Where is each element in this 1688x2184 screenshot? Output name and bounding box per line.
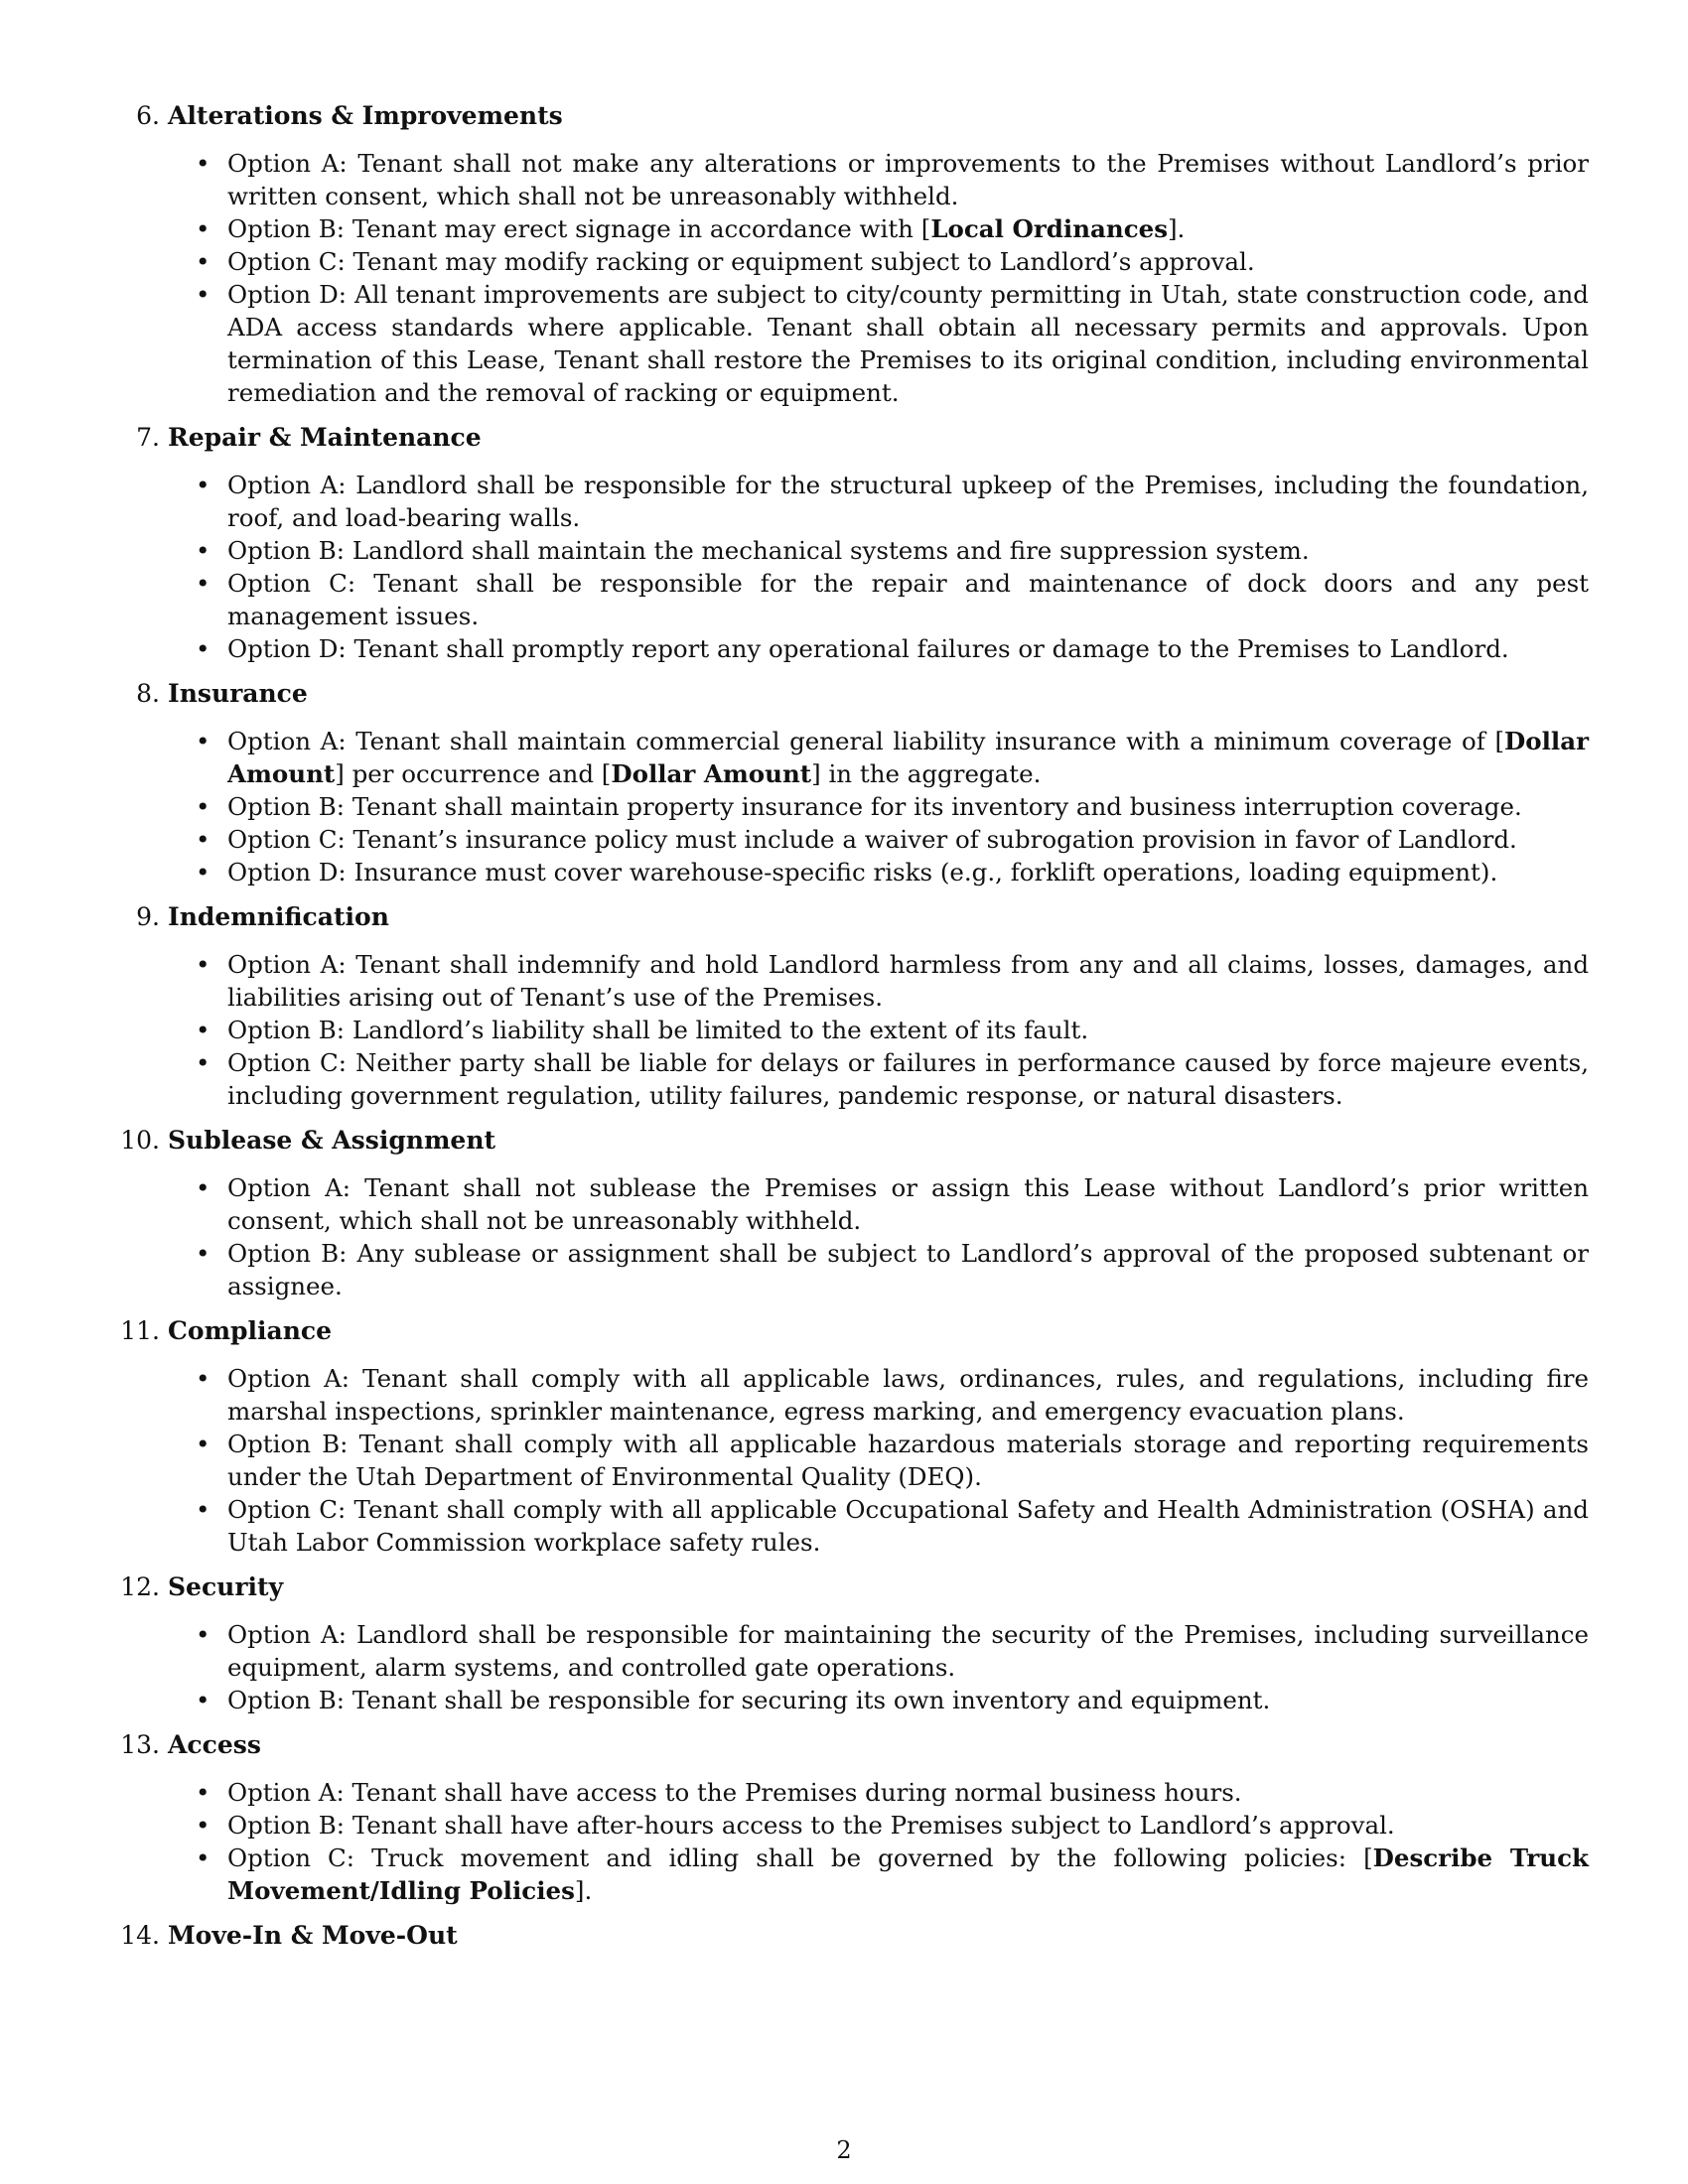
option-text: Option B: Landlord’s liability shall be limited to the extent of its fault. (227, 1016, 1089, 1044)
option-text: Option A: Tenant shall indemnify and hold Landlord harmless from any and all claims, losses, damages, and liabilities arising out of Tenant’s use of the Premises. (227, 950, 1589, 1012)
option-text: ] in the aggregate. (811, 759, 1042, 788)
placeholder-text: Describe Truck Movement/Idling Policies (227, 1843, 1589, 1905)
option-item (227, 534, 1589, 567)
placeholder-text: Dollar Amount (227, 727, 1589, 788)
option-text: Option A: Tenant shall have access to the Premises during normal business hours. (227, 1778, 1242, 1807)
section-number: 11. (120, 1316, 160, 1345)
section-title: Move-In & Move-Out (168, 1921, 458, 1950)
option-list (124, 1618, 1589, 1716)
section-number: 14. (120, 1921, 160, 1950)
option-item (227, 1684, 1589, 1716)
option-item (227, 1428, 1589, 1493)
option-text: Option C: Tenant may modify racking or equipment subject to Landlord’s approval. (227, 247, 1255, 276)
section (120, 1919, 1589, 1953)
option-list (124, 1776, 1589, 1907)
section-title: Sublease & Assignment (168, 1126, 496, 1155)
section-heading (120, 1570, 1589, 1604)
option-text: Option B: Tenant shall comply with all applicable hazardous materials storage and reporting requirements under the Utah Department of Environmental Quality (DEQ). (227, 1430, 1589, 1491)
option-item (227, 1237, 1589, 1302)
section (120, 1124, 1589, 1302)
option-text: Option A: Landlord shall be responsible for the structural upkeep of the Premises, including the foundation, roof, and load-bearing walls. (227, 471, 1589, 532)
option-item (227, 948, 1589, 1014)
option-item (227, 1618, 1589, 1684)
section-heading (124, 900, 1589, 934)
section-number: 9. (136, 902, 160, 931)
option-text: Option B: Tenant may erect signage in accordance with [ (227, 214, 931, 243)
option-text: ]. (574, 1876, 593, 1905)
section-number: 7. (136, 423, 160, 452)
option-list (124, 948, 1589, 1112)
option-item (227, 632, 1589, 665)
option-text: Option B: Tenant shall be responsible for securing its own inventory and equipment. (227, 1686, 1271, 1714)
section-number: 12. (120, 1572, 160, 1601)
section-title: Compliance (168, 1316, 333, 1345)
option-text: Option A: Landlord shall be responsible for maintaining the security of the Premises, including surveillance equipment, alarm systems, and controlled gate operations. (227, 1620, 1589, 1682)
option-item (227, 1362, 1589, 1428)
section-title: Security (168, 1572, 284, 1601)
option-list (124, 469, 1589, 665)
section-heading (124, 677, 1589, 711)
option-item (227, 1809, 1589, 1842)
option-item (227, 278, 1589, 409)
option-text: Option C: Tenant shall be responsible for the repair and maintenance of dock doors and any pest management issues. (227, 569, 1589, 630)
section (124, 677, 1589, 888)
option-text: Option B: Any sublease or assignment shall be subject to Landlord’s approval of the proposed subtenant or assignee. (227, 1239, 1589, 1300)
option-item (227, 212, 1589, 245)
option-text: ]. (1168, 214, 1186, 243)
section-number: 10. (120, 1126, 160, 1155)
option-text: ] per occurrence and [ (335, 759, 612, 788)
section-number: 13. (120, 1730, 160, 1759)
option-item (227, 856, 1589, 888)
option-item (227, 790, 1589, 823)
option-item (227, 1014, 1589, 1046)
section-title: Access (168, 1730, 261, 1759)
option-text: Option A: Tenant shall comply with all applicable laws, ordinances, rules, and regulations, including fire marshal inspections, sprinkler maintenance, egress marking, and emergency evacuation plans. (227, 1364, 1589, 1426)
section (124, 421, 1589, 665)
section-title: Insurance (168, 679, 308, 708)
section-number: 8. (136, 679, 160, 708)
option-list (124, 1362, 1589, 1559)
section (124, 99, 1589, 409)
option-text: Option A: Tenant shall not make any alterations or improvements to the Premises without Landlord’s prior written consent, which shall not be unreasonably withheld. (227, 149, 1589, 210)
section-heading (120, 1728, 1589, 1762)
option-text: Option A: Tenant shall not sublease the Premises or assign this Lease without Landlord’s prior written consent, which shall not be unreasonably withheld. (227, 1173, 1589, 1235)
page-number: 2 (836, 2136, 852, 2164)
option-item (227, 823, 1589, 856)
section-heading (120, 1124, 1589, 1158)
option-item (227, 567, 1589, 632)
option-text: Option B: Landlord shall maintain the mechanical systems and fire suppression system. (227, 536, 1310, 565)
option-text: Option D: All tenant improvements are subject to city/county permitting in Utah, state construction code, and ADA access standards where applicable. Tenant shall obtain all necessary permits and approvals. Upon termination of this Lease, Tenant shall restore the Premises to its original condition, including environmental remediation and the removal of racking or equipment. (227, 280, 1589, 407)
section (120, 1314, 1589, 1559)
option-item (227, 725, 1589, 790)
section-heading (120, 1314, 1589, 1348)
option-item (227, 1493, 1589, 1559)
option-item (227, 245, 1589, 278)
option-text: Option D: Insurance must cover warehouse-specific risks (e.g., forklift operations, loading equipment). (227, 858, 1498, 887)
section-title: Repair & Maintenance (168, 423, 482, 452)
section (120, 1728, 1589, 1907)
option-item (227, 469, 1589, 534)
option-text: Option B: Tenant shall have after-hours access to the Premises subject to Landlord’s approval. (227, 1811, 1395, 1840)
option-list (124, 1171, 1589, 1302)
option-item (227, 1776, 1589, 1809)
option-list (124, 725, 1589, 888)
placeholder-text: Dollar Amount (611, 759, 812, 788)
section-heading (120, 1919, 1589, 1953)
option-item (227, 1171, 1589, 1237)
section (124, 900, 1589, 1112)
option-text: Option C: Truck movement and idling shall be governed by the following policies: [ (227, 1843, 1373, 1872)
option-item (227, 147, 1589, 212)
placeholder-text: Local Ordinances (930, 214, 1168, 243)
document-body (120, 99, 1589, 1967)
option-item (227, 1842, 1589, 1907)
section-number: 6. (136, 101, 160, 130)
option-list (124, 147, 1589, 409)
section (120, 1570, 1589, 1716)
option-text: Option A: Tenant shall maintain commercial general liability insurance with a minimum coverage of [ (227, 727, 1505, 755)
section-title: Alterations & Improvements (168, 101, 563, 130)
option-text: Option B: Tenant shall maintain property insurance for its inventory and business interruption coverage. (227, 792, 1522, 821)
section-title: Indemnification (168, 902, 389, 931)
section-heading (124, 421, 1589, 455)
section-heading (124, 99, 1589, 133)
option-text: Option C: Tenant shall comply with all applicable Occupational Safety and Health Administration (OSHA) and Utah Labor Commission workplace safety rules. (227, 1495, 1589, 1557)
option-text: Option C: Neither party shall be liable for delays or failures in performance caused by force majeure events, including government regulation, utility failures, pandemic response, or natural disasters. (227, 1048, 1589, 1110)
option-text: Option D: Tenant shall promptly report any operational failures or damage to the Premises to Landlord. (227, 634, 1509, 663)
option-item (227, 1046, 1589, 1112)
option-text: Option C: Tenant’s insurance policy must include a waiver of subrogation provision in favor of Landlord. (227, 825, 1517, 854)
